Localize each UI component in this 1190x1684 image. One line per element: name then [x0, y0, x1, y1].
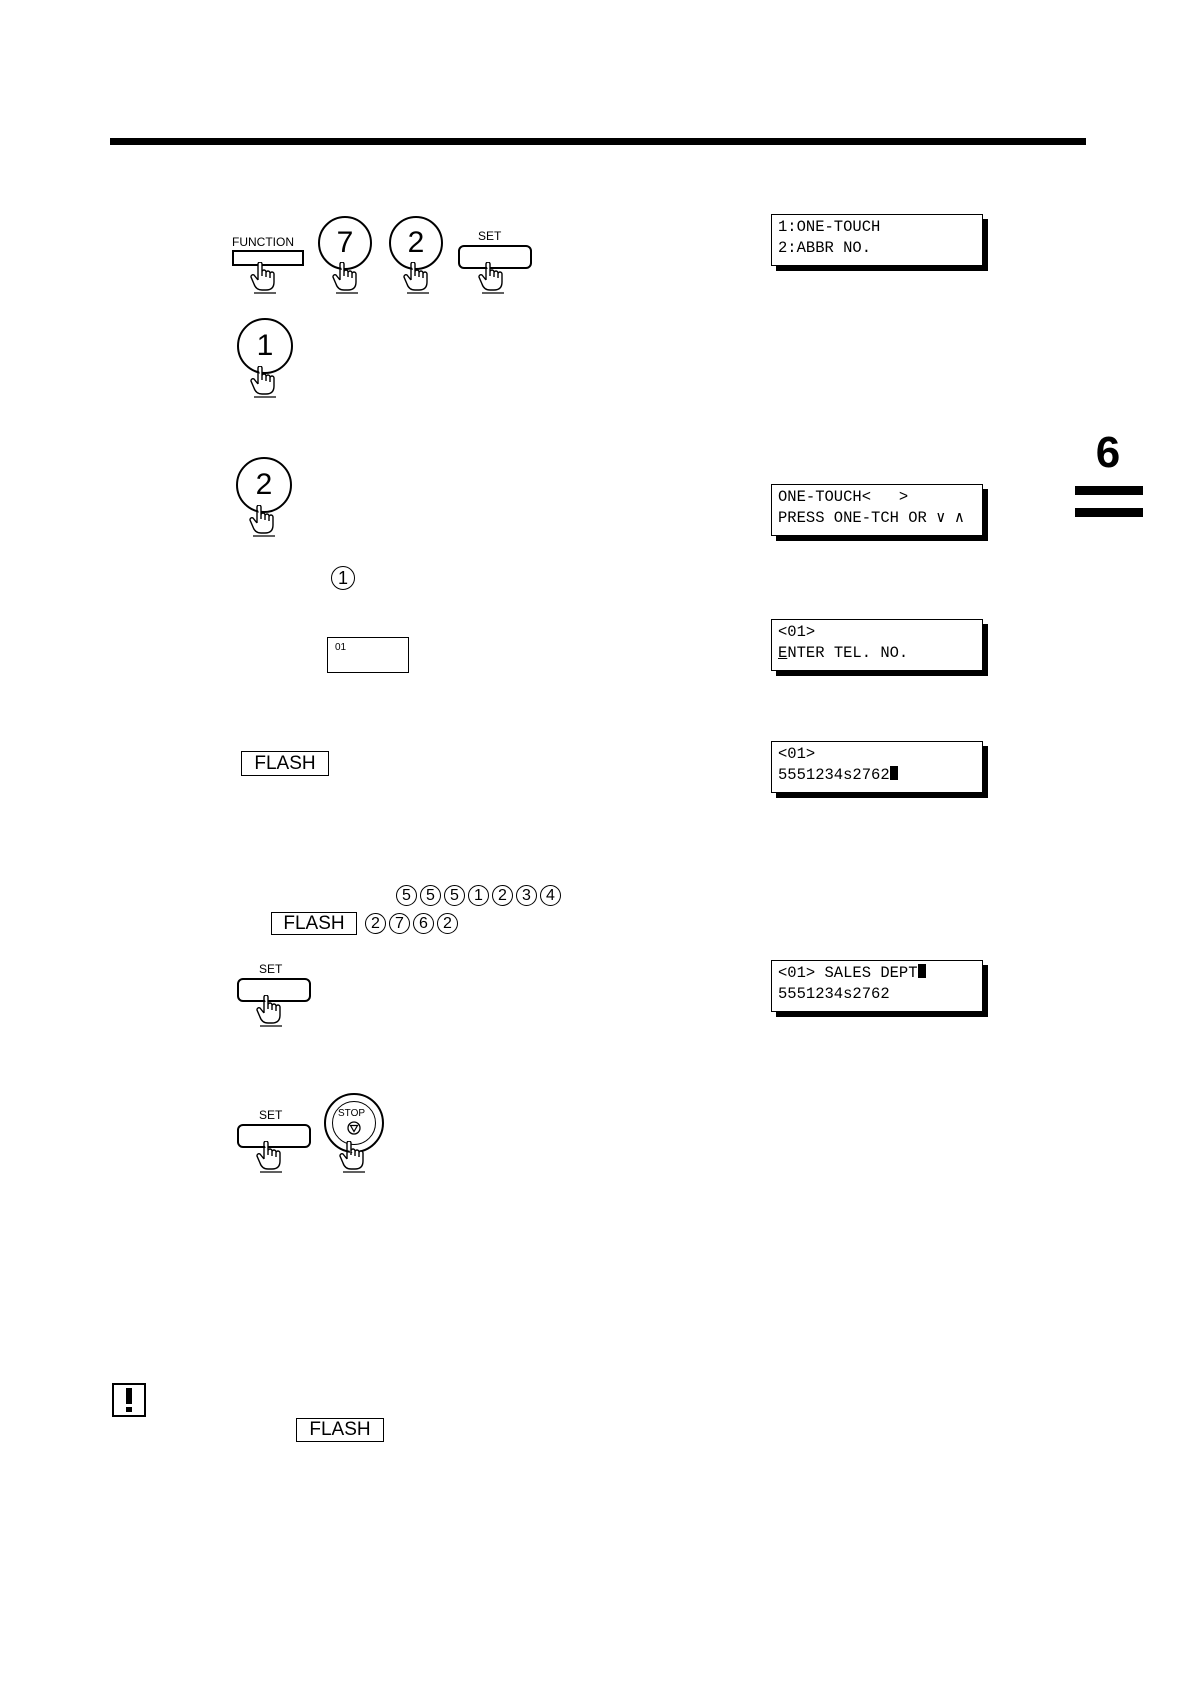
example-digits-row-2 [365, 913, 461, 934]
circled-digit: 7 [389, 913, 410, 934]
lcd-line-1: <01> [778, 623, 816, 641]
example-digits-row-1 [396, 885, 564, 906]
circled-digit: 5 [444, 885, 465, 906]
circled-digit: 5 [396, 885, 417, 906]
circled-digit: 6 [413, 913, 434, 934]
circled-digit: 1 [331, 566, 355, 590]
lcd-display-step-6 [771, 960, 983, 1012]
pointing-hand-icon [249, 505, 279, 537]
circled-digit: 1 [468, 885, 489, 906]
stop-icon [347, 1121, 361, 1135]
stop-key-inner [332, 1101, 376, 1145]
circled-digit: 4 [540, 885, 561, 906]
lcd-block-cursor [890, 766, 898, 780]
lcd-line-2: 5551234s2762 [778, 985, 890, 1003]
pointing-hand-icon [332, 262, 362, 294]
lcd-line-1: 1:ONE-TOUCH [778, 218, 881, 236]
note-icon [112, 1383, 146, 1417]
lcd-line-2: 5551234s2762 [778, 766, 890, 784]
digit-2-key[interactable]: 2 [236, 457, 292, 513]
set-key-label: SET [478, 229, 502, 243]
lcd-line-2: 2:ABBR NO. [778, 239, 872, 257]
lcd-display-step-1 [771, 214, 983, 266]
flash-key[interactable]: FLASH [241, 751, 329, 776]
one-touch-key-01[interactable] [327, 637, 409, 673]
lcd-block-cursor [918, 964, 926, 978]
function-key-label: FUNCTION [232, 235, 294, 249]
lcd-cursor-char: E [778, 644, 788, 662]
pointing-hand-icon [256, 1141, 286, 1173]
circled-digit: 5 [420, 885, 441, 906]
set-key-label: SET [259, 1108, 283, 1122]
chapter-bar-bottom [1075, 508, 1143, 517]
flash-key: FLASH [296, 1418, 384, 1442]
flash-key: FLASH [271, 912, 357, 935]
stop-key-label: STOP [338, 1108, 366, 1119]
circled-digit: 2 [365, 913, 386, 934]
lcd-line-1: <01> [778, 745, 816, 763]
pointing-hand-icon [250, 262, 280, 294]
digit-1-key[interactable]: 1 [237, 318, 293, 374]
digit-7-key[interactable]: 7 [318, 216, 372, 270]
chapter-bar-top [1075, 486, 1143, 495]
pointing-hand-icon [478, 262, 508, 294]
pointing-hand-icon [339, 1141, 369, 1173]
lcd-line-2: NTER TEL. NO. [787, 644, 909, 662]
one-touch-key-label: 01 [335, 642, 347, 653]
circled-digit: 3 [516, 885, 537, 906]
lcd-line-2: PRESS ONE-TCH OR ∨ ∧ [778, 509, 965, 527]
lcd-display-step-5 [771, 741, 983, 793]
lcd-line-1: ONE-TOUCH< > [778, 488, 909, 506]
pointing-hand-icon [250, 366, 280, 398]
digit-2-key[interactable]: 2 [389, 216, 443, 270]
chapter-number: 6 [1095, 428, 1121, 477]
set-key-label: SET [259, 962, 283, 976]
pointing-hand-icon [403, 262, 433, 294]
circled-digit: 2 [437, 913, 458, 934]
exclamation-icon [123, 1387, 135, 1413]
header-rule [110, 138, 1086, 145]
lcd-display-step-3 [771, 484, 983, 536]
circled-digit: 2 [492, 885, 513, 906]
lcd-line-1: <01> SALES DEPT [778, 964, 918, 982]
pointing-hand-icon [256, 995, 286, 1027]
lcd-display-step-4 [771, 619, 983, 671]
